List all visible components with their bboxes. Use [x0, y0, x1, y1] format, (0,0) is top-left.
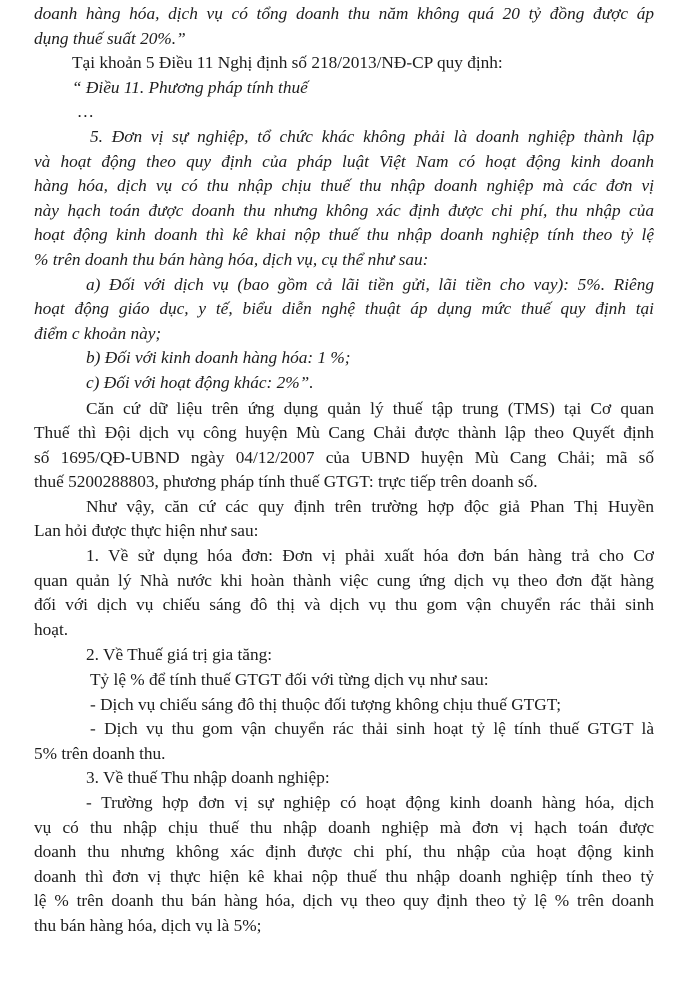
text-line: “ Điều 11. Phương pháp tính thuế: [72, 77, 308, 97]
text-line: doanh thì đơn vị thực hiện kê khai nộp thuế thu nhập doanh nghiệp tính theo tỷ: [34, 866, 654, 886]
text-line: 5. Đơn vị sự nghiệp, tổ chức khác không phải là doanh nghiệp thành lập: [90, 126, 654, 146]
text-line: quan quản lý Nhà nước khi hoàn thành việc cung ứng dịch vụ theo đơn đặt hàng: [34, 570, 654, 590]
text-line: Tại khoản 5 Điều 11 Nghị định số 218/2013/NĐ-CP quy định:: [72, 53, 503, 73]
text-line: …: [78, 102, 94, 122]
text-line: vụ có thu nhập chịu thuế thu nhập doanh nghiệp mà đơn vị hạch toán được: [34, 817, 654, 837]
text-line: điểm c khoản này;: [34, 323, 162, 343]
text-line: hoạt động giáo dục, y tế, biểu diễn nghệ thuật áp dụng mức thuế quy định tại: [34, 299, 654, 319]
text-line: Như vậy, căn cứ các quy định trên trường hợp độc giả Phan Thị Huyền: [86, 496, 654, 516]
text-line: thuế 5200288803, phương pháp tính thuế GTGT: trực tiếp trên doanh số.: [34, 472, 538, 492]
text-line: Tỷ lệ % để tính thuế GTGT đối với từng dịch vụ như sau:: [90, 670, 489, 690]
text-line: Thuế thì Đội dịch vụ công huyện Mù Cang Chải được thành lập theo Quyết định: [34, 423, 654, 443]
text-line: c) Đối với hoạt động khác: 2%”.: [86, 372, 314, 392]
text-line: a) Đối với dịch vụ (bao gồm cả lãi tiền gửi, lãi tiền cho vay): 5%. Riêng: [86, 274, 654, 294]
text-line: thu bán hàng hóa, dịch vụ là 5%;: [34, 915, 262, 935]
text-line: dụng thuế suất 20%.”: [34, 28, 186, 48]
text-line: 2. Về Thuế giá trị gia tăng:: [86, 645, 273, 665]
text-line: b) Đối với kinh doanh hàng hóa: 1 %;: [86, 348, 351, 368]
text-line: Căn cứ dữ liệu trên ứng dụng quản lý thuế tập trung (TMS) tại Cơ quan: [86, 398, 654, 418]
text-line: này hạch toán được doanh thu nhưng không xác định được chi phí, thu nhập của: [34, 200, 654, 220]
text-line: - Dịch vụ thu gom vận chuyển rác thải sinh hoạt tỷ lệ tính thuế GTGT là: [90, 719, 654, 739]
text-line: 5% trên doanh thu.: [34, 743, 166, 763]
text-line: - Dịch vụ chiếu sáng đô thị thuộc đối tượng không chịu thuế GTGT;: [90, 694, 562, 714]
text-line: 3. Về thuế Thu nhập doanh nghiệp:: [86, 768, 330, 788]
text-line: hoạt.: [34, 619, 69, 639]
text-line: Lan hỏi được thực hiện như sau:: [34, 521, 259, 541]
text-line: và hoạt động theo quy định của pháp luật Việt Nam có hoạt động kinh doanh: [34, 151, 654, 171]
text-line: lệ % trên doanh thu bán hàng hóa, dịch vụ theo quy định theo tỷ lệ % trên doanh: [34, 891, 654, 911]
text-line: % trên doanh thu bán hàng hóa, dịch vụ, cụ thể như sau:: [34, 249, 429, 269]
text-line: doanh hàng hóa, dịch vụ có tổng doanh thu năm không quá 20 tỷ đồng được áp: [34, 4, 654, 23]
text-line: doanh thu nhưng không xác định được chi phí, thu nhập của hoạt động kinh: [34, 842, 654, 862]
text-line: hàng hóa, dịch vụ có thu nhập chịu thuế thu nhập doanh nghiệp mà các đơn vị: [34, 176, 654, 196]
text-line: hoạt động kinh doanh thì kê khai nộp thuế thu nhập doanh nghiệp tính theo tỷ lệ: [34, 225, 654, 245]
text-line: - Trường hợp đơn vị sự nghiệp có hoạt động kinh doanh hàng hóa, dịch: [86, 793, 654, 812]
text-line: số 1695/QĐ-UBND ngày 04/12/2007 của UBND huyện Mù Cang Chải; mã số: [34, 447, 654, 467]
text-line: 1. Về sử dụng hóa đơn: Đơn vị phải xuất hóa đơn bán hàng trả cho Cơ: [86, 546, 654, 566]
text-line: đối với dịch vụ chiếu sáng đô thị và dịch vụ thu gom vận chuyển rác thải sinh: [34, 595, 654, 615]
